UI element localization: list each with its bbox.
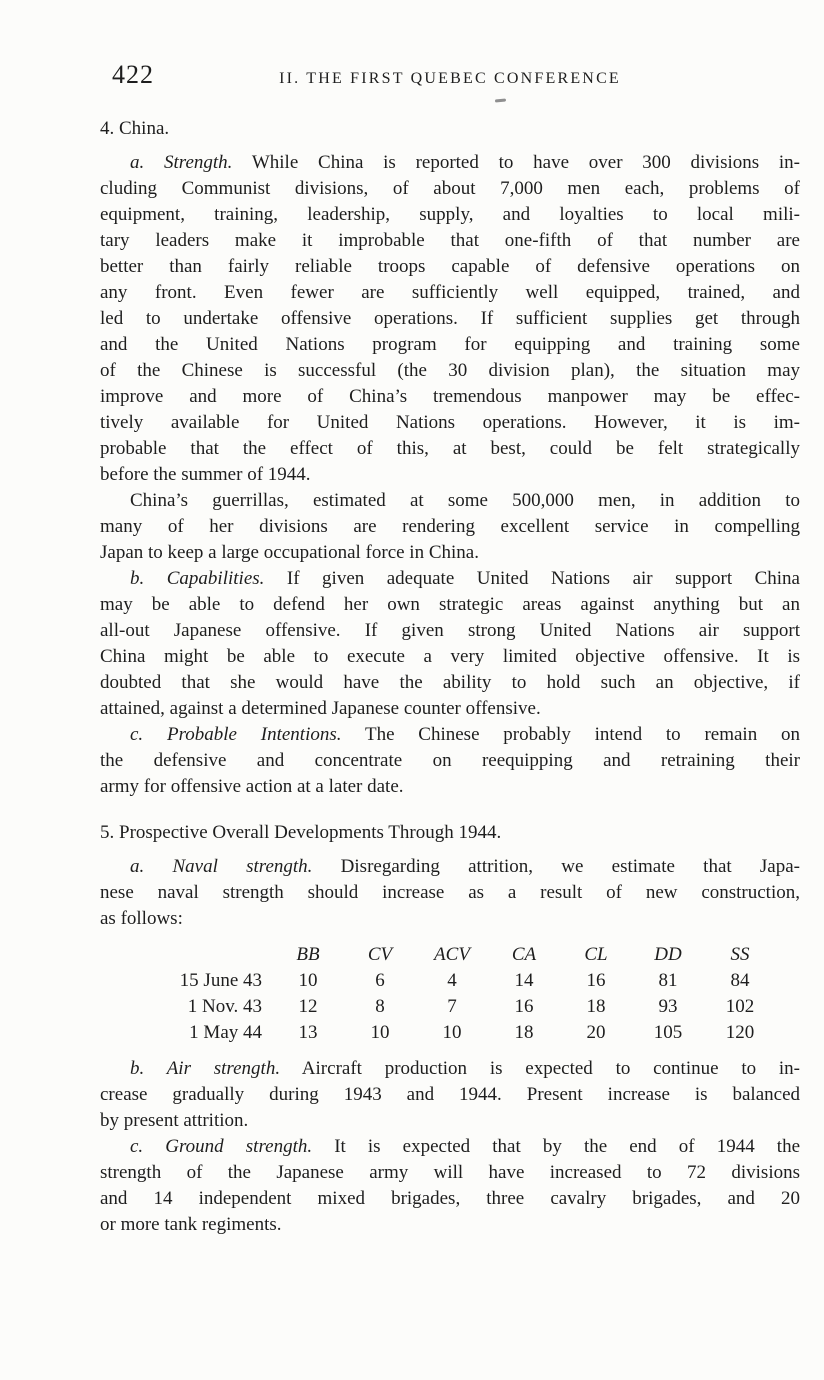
table-value-cell: 20	[586, 1022, 606, 1043]
table-row	[100, 1020, 776, 1046]
text-line: all-out Japanese offensive. If given strong United Nations air support	[100, 620, 800, 641]
naval-strength-table	[100, 942, 776, 1046]
text-line: equipment, training, leadership, supply, and loyalties to local mili-	[100, 204, 800, 225]
text-line: any front. Even fewer are sufficiently well equipped, trained, and	[100, 282, 800, 303]
text-line: cluding Communist divisions, of about 7,000 men each, problems of	[100, 178, 800, 199]
page-content-column	[100, 0, 800, 1238]
table-date-cell: 15 June 43	[179, 970, 262, 991]
text-line: doubted that she would have the ability to hold such an objective, if	[100, 672, 800, 693]
table-value-cell: 18	[586, 996, 606, 1017]
table-value-cell: 10	[298, 970, 318, 991]
text-line: led to undertake offensive operations. If sufficient supplies get through	[100, 308, 800, 329]
text-line: Japan to keep a large occupational force in China.	[100, 542, 479, 563]
page-content	[100, 116, 800, 1238]
table-header-cell: CL	[584, 944, 608, 965]
table-value-cell: 105	[653, 1022, 683, 1043]
text-line: tively available for United Nations operations. However, it is im-	[100, 412, 800, 433]
text-line: strength of the Japanese army will have increased to 72 divisions	[100, 1162, 800, 1183]
table-date-cell: 1 Nov. 43	[187, 996, 262, 1017]
text-line: army for offensive action at a later date.	[100, 776, 404, 797]
paragraph	[100, 854, 800, 932]
paragraph	[100, 150, 800, 488]
text-line: the defensive and concentrate on reequipping and retraining their	[100, 750, 800, 771]
table-header-cell: CA	[511, 944, 537, 965]
table-value-cell: 84	[730, 970, 750, 991]
lead-phrase: c. Probable Intentions.	[130, 724, 342, 745]
table-value-cell: 93	[658, 996, 678, 1017]
table-header-cell: DD	[654, 944, 682, 965]
text-line: probable that the effect of this, at best, could be felt strategically	[100, 438, 800, 459]
paragraph	[100, 1056, 800, 1134]
table-value-cell: 13	[298, 1022, 318, 1043]
table-value-cell: 102	[725, 996, 755, 1017]
table-value-cell: 8	[375, 996, 385, 1017]
page-number: 422	[112, 60, 154, 89]
lead-phrase: b. Capabilities.	[130, 568, 265, 589]
table-value-cell: 16	[586, 970, 606, 991]
table-row	[100, 968, 776, 994]
paragraph	[100, 1134, 800, 1238]
text-line: a. Naval strength. Disregarding attrition, we estimate that Japa-	[130, 856, 800, 877]
table-value-cell: 7	[447, 996, 457, 1017]
table-date-cell: 1 May 44	[189, 1022, 262, 1043]
text-line: b. Capabilities. If given adequate United Nations air support China	[130, 568, 800, 589]
table-body	[100, 968, 776, 1046]
text-line: before the summer of 1944.	[100, 464, 311, 485]
table-header-cell: ACV	[434, 944, 470, 965]
text-line: attained, against a determined Japanese counter offensive.	[100, 698, 541, 719]
table-head	[100, 942, 776, 968]
table-header-cell: BB	[296, 944, 320, 965]
paragraph	[100, 722, 800, 800]
lead-phrase: a. Strength.	[130, 152, 233, 173]
section-heading: 4. China.	[100, 118, 170, 139]
text-line: and 14 independent mixed brigades, three cavalry brigades, and 20	[100, 1188, 800, 1209]
lead-phrase: c. Ground strength.	[130, 1136, 313, 1157]
text-line: and the United Nations program for equipping and training some	[100, 334, 800, 355]
paragraph	[100, 566, 800, 722]
text-line: China’s guerrillas, estimated at some 500,000 men, in addition to	[130, 490, 800, 511]
text-line: of the Chinese is successful (the 30 division plan), the situation may	[100, 360, 800, 381]
table-value-cell: 4	[447, 970, 457, 991]
text-line: a. Strength. While China is reported to have over 300 divisions in-	[130, 152, 800, 173]
table-value-cell: 16	[514, 996, 534, 1017]
table-value-cell: 14	[514, 970, 534, 991]
lead-phrase: a. Naval strength.	[130, 856, 313, 877]
table-value-cell: 18	[514, 1022, 534, 1043]
section-heading: 5. Prospective Overall Developments Through 1944.	[100, 822, 502, 843]
text-line: tary leaders make it improbable that one-fifth of that number are	[100, 230, 800, 251]
table-header-cell: SS	[730, 944, 750, 965]
table-value-cell: 6	[375, 970, 385, 991]
text-line: by present attrition.	[100, 1110, 249, 1131]
text-line: China might be able to execute a very limited objective offensive. It is	[100, 646, 800, 667]
table-value-cell: 81	[658, 970, 678, 991]
table-value-cell: 12	[298, 996, 318, 1017]
running-header: II. THE FIRST QUEBEC CONFERENCE	[279, 70, 621, 87]
table-corner-cell	[100, 942, 272, 968]
text-line: c. Ground strength. It is expected that by the end of 1944 the	[130, 1136, 800, 1157]
text-line: c. Probable Intentions. The Chinese probably intend to remain on	[130, 724, 801, 745]
paragraph	[100, 488, 800, 566]
text-line: nese naval strength should increase as a result of new construction,	[100, 882, 800, 903]
text-line: as follows:	[100, 908, 183, 929]
running-head	[100, 62, 800, 92]
table-value-cell: 10	[370, 1022, 390, 1043]
table-value-cell: 10	[442, 1022, 462, 1043]
table-header-row	[100, 942, 776, 968]
text-line: improve and more of China’s tremendous manpower may be effec-	[100, 386, 800, 407]
text-line: may be able to defend her own strategic areas against anything but an	[100, 594, 800, 615]
table-row	[100, 994, 776, 1020]
table-value-cell: 120	[725, 1022, 755, 1043]
lead-phrase: b. Air strength.	[130, 1058, 281, 1079]
text-line: many of her divisions are rendering excellent service in compelling	[100, 516, 800, 537]
text-line: b. Air strength. Aircraft production is expected to continue to in-	[130, 1058, 800, 1079]
text-line: or more tank regiments.	[100, 1214, 282, 1235]
text-line: crease gradually during 1943 and 1944. Present increase is balanced	[100, 1084, 800, 1105]
text-line: better than fairly reliable troops capable of defensive operations on	[100, 256, 800, 277]
table-header-cell: CV	[367, 944, 393, 965]
